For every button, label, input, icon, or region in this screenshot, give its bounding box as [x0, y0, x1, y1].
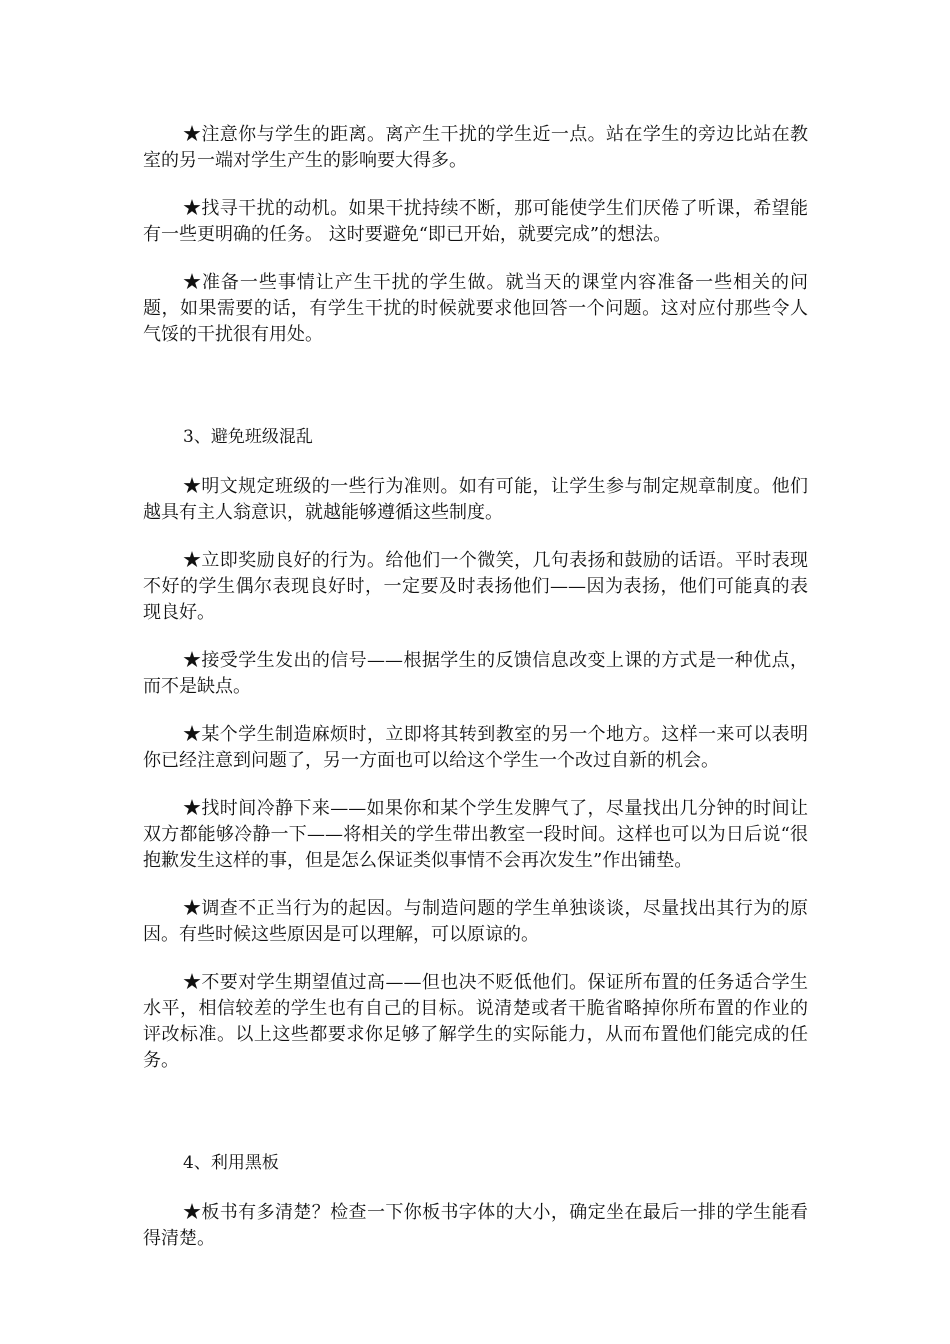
- paragraph: ★接受学生发出的信号——根据学生的反馈信息改变上课的方式是一种优点，而不是缺点。: [143, 650, 808, 697]
- paragraph: ★板书有多清楚？检查一下你板书字体的大小，确定坐在最后一排的学生能看得清楚。: [143, 1202, 808, 1249]
- paragraph: ★不要对学生期望值过高——但也决不贬低他们。保证所布置的任务适合学生水平，相信较差的学生也有自己的目标。说清楚或者干脆省略掉你所布置的作业的评改标准。以上这些都要求你足够了解学生的实际能力，从而布置他们能完成的任务。: [143, 972, 808, 1071]
- paragraph: ★调查不正当行为的起因。与制造问题的学生单独谈谈，尽量找出其行为的原因。有些时候这些原因是可以理解，可以原谅的。: [143, 898, 808, 945]
- paragraph: ★立即奖励良好的行为。给他们一个微笑，几句表扬和鼓励的话语。平时表现不好的学生偶尔表现良好时，一定要及时表扬他们——因为表扬，他们可能真的表现良好。: [143, 550, 808, 623]
- spacer: [143, 370, 808, 424]
- section-heading: 4、利用黑板: [183, 1153, 279, 1173]
- paragraph: ★明文规定班级的一些行为准则。如有可能，让学生参与制定规章制度。他们越具有主人翁意识，就越能够遵循这些制度。: [143, 476, 808, 523]
- paragraph: ★准备一些事情让产生干扰的学生做。就当天的课堂内容准备一些相关的问题，如果需要的话，有学生干扰的时候就要求他回答一个问题。这对应付那些令人气馁的干扰很有用处。: [143, 272, 808, 345]
- paragraph: ★找时间冷静下来——如果你和某个学生发脾气了，尽量找出几分钟的时间让双方都能够冷静一下——将相关的学生带出教室一段时间。这样也可以为日后说“很抱歉发生这样的事，但是怎么保证类似事情不会再次发生”作出铺垫。: [143, 798, 808, 871]
- section-heading: 3、避免班级混乱: [183, 427, 313, 447]
- paragraph: ★找寻干扰的动机。如果干扰持续不断，那可能使学生们厌倦了听课，希望能有一些更明确的任务。 这时要避免“即已开始，就要完成”的想法。: [143, 198, 808, 245]
- paragraph: ★注意你与学生的距离。离产生干扰的学生近一点。站在学生的旁边比站在教室的另一端对学生产生的影响要大得多。: [143, 124, 808, 171]
- paragraph: ★某个学生制造麻烦时，立即将其转到教室的另一个地方。这样一来可以表明你已经注意到问题了，另一方面也可以给这个学生一个改过自新的机会。: [143, 724, 808, 771]
- spacer: [143, 1096, 808, 1150]
- document-body: [143, 122, 808, 1274]
